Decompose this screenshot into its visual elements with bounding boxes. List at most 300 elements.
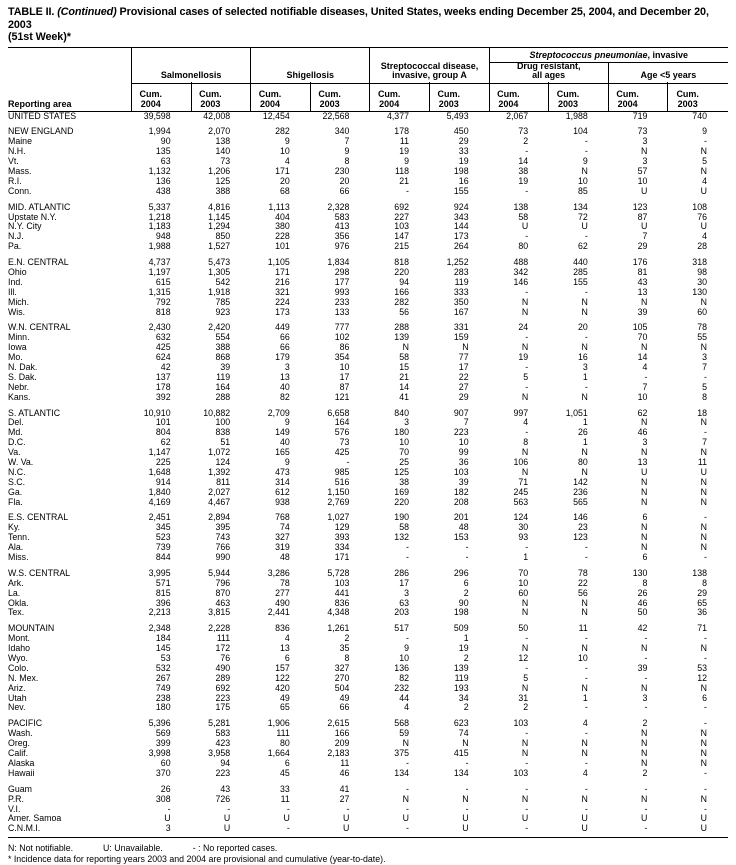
cum-label: Cum. bbox=[199, 88, 222, 99]
value-cell: 504 bbox=[334, 682, 350, 693]
table-row bbox=[8, 654, 728, 664]
value-cell: 523 bbox=[155, 532, 171, 543]
value-cell: 155 bbox=[573, 276, 588, 287]
value-cell: 123 bbox=[573, 532, 588, 543]
value-cell: U bbox=[700, 823, 707, 834]
value-cell: 615 bbox=[155, 276, 171, 287]
value-cell: N bbox=[581, 165, 588, 176]
value-cell: 106 bbox=[513, 457, 529, 467]
value-cell: U bbox=[283, 813, 290, 824]
table-row bbox=[8, 785, 728, 795]
value-cell: N bbox=[641, 748, 648, 759]
column-group-label: Streptococcal disease, bbox=[380, 60, 479, 71]
value-cell: 223 bbox=[215, 767, 231, 778]
value-cell: 11 bbox=[578, 623, 588, 634]
value-cell: 990 bbox=[215, 552, 231, 563]
reporting-area-cell: N.Y. City bbox=[8, 221, 42, 232]
value-cell: 1,527 bbox=[208, 241, 231, 252]
value-cell: 73 bbox=[220, 156, 231, 167]
cum-label: Cum. bbox=[318, 88, 341, 99]
table-row bbox=[8, 644, 728, 654]
column-group-1 bbox=[251, 62, 370, 84]
value-cell: N bbox=[581, 738, 588, 749]
table-row bbox=[8, 824, 728, 834]
value-cell: 277 bbox=[275, 587, 290, 598]
value-cell: 356 bbox=[334, 231, 350, 242]
value-cell: 10,882 bbox=[203, 407, 231, 418]
value-cell: 146 bbox=[513, 276, 529, 287]
column-header-cum-2004-4 bbox=[370, 82, 430, 111]
value-cell: 19 bbox=[458, 156, 469, 167]
header-spacer-reporting-area bbox=[8, 48, 132, 63]
reporting-area-cell: PACIFIC bbox=[8, 718, 43, 729]
value-cell: N bbox=[700, 728, 707, 739]
value-cell: 42 bbox=[637, 623, 648, 634]
table-row bbox=[8, 579, 728, 589]
value-cell: 282 bbox=[275, 126, 290, 137]
column-group-label: Salmonellosis bbox=[160, 70, 222, 80]
value-cell: 65 bbox=[697, 597, 707, 608]
value-cell: 1,147 bbox=[148, 447, 171, 458]
reporting-area-cell: S. ATLANTIC bbox=[8, 407, 61, 418]
reporting-area-cell: UNITED STATES bbox=[8, 110, 77, 121]
value-cell: 314 bbox=[275, 476, 290, 487]
value-cell: 318 bbox=[692, 257, 707, 268]
value-cell: 1,994 bbox=[148, 126, 171, 137]
value-cell: 3 bbox=[404, 587, 409, 598]
value-cell: 133 bbox=[334, 306, 350, 317]
year-label: 2004 bbox=[140, 98, 161, 109]
value-cell: U bbox=[223, 823, 231, 834]
reporting-area-cell: Idaho bbox=[8, 643, 31, 654]
value-cell: 1,206 bbox=[208, 165, 231, 176]
table-row bbox=[8, 589, 728, 599]
table-title-week: (51st Week)* bbox=[8, 31, 71, 43]
table-row bbox=[8, 177, 728, 187]
value-cell: 3 bbox=[284, 361, 290, 372]
value-cell: U bbox=[700, 185, 707, 196]
value-cell: 4 bbox=[582, 767, 588, 778]
value-cell: 177 bbox=[334, 276, 350, 287]
value-cell: 238 bbox=[155, 692, 171, 703]
value-cell: 870 bbox=[215, 587, 231, 598]
value-cell: 12 bbox=[518, 653, 529, 664]
value-cell: 20 bbox=[578, 322, 588, 333]
value-cell: - bbox=[525, 783, 529, 794]
year-label: 2004 bbox=[498, 98, 519, 109]
value-cell: 5,944 bbox=[208, 567, 231, 578]
value-cell: 1,261 bbox=[327, 623, 350, 634]
value-cell: 23 bbox=[578, 522, 588, 533]
value-cell: 11 bbox=[399, 136, 409, 147]
reporting-area-header: Reporting area bbox=[8, 82, 132, 111]
reporting-area-cell: NEW ENGLAND bbox=[8, 126, 74, 137]
value-cell: 568 bbox=[394, 718, 409, 729]
value-cell: 58 bbox=[399, 522, 409, 533]
reporting-area-cell: N. Mex. bbox=[8, 672, 39, 683]
value-cell: 6 bbox=[642, 552, 648, 563]
value-cell: - bbox=[584, 783, 588, 794]
cum-label: Cum. bbox=[676, 88, 699, 99]
value-cell: 836 bbox=[275, 623, 290, 634]
value-cell: - bbox=[584, 552, 588, 563]
value-cell: 78 bbox=[697, 322, 707, 333]
value-cell: 3,958 bbox=[208, 748, 231, 759]
value-cell: 440 bbox=[573, 257, 588, 268]
footnote-incidence-note: * Incidence data for reporting years 2003 and 2004 are provisional and cumulative (year-to-date). bbox=[8, 854, 386, 865]
value-cell: 388 bbox=[215, 185, 231, 196]
value-cell: 62 bbox=[578, 241, 588, 252]
value-cell: 415 bbox=[453, 748, 469, 759]
value-cell: 58 bbox=[399, 352, 409, 363]
value-cell: 66 bbox=[339, 702, 350, 713]
value-cell: 55 bbox=[697, 332, 707, 343]
value-cell: 10 bbox=[637, 391, 648, 402]
table-row bbox=[8, 213, 728, 223]
value-cell: 10 bbox=[637, 175, 648, 186]
value-cell: 20 bbox=[339, 175, 350, 186]
value-cell: 425 bbox=[155, 342, 171, 353]
year-label: 2004 bbox=[617, 98, 638, 109]
value-cell: 108 bbox=[692, 201, 707, 212]
value-cell: N bbox=[641, 643, 648, 654]
value-cell: 29 bbox=[697, 587, 707, 598]
value-cell: 216 bbox=[275, 276, 290, 287]
value-cell: 80 bbox=[578, 457, 588, 467]
value-cell: 173 bbox=[275, 306, 290, 317]
cum-label: Cum. bbox=[377, 88, 401, 99]
value-cell: 26 bbox=[578, 427, 588, 438]
value-cell: 58 bbox=[518, 211, 529, 222]
value-cell: U bbox=[641, 185, 648, 196]
value-cell: 31 bbox=[518, 692, 529, 703]
value-cell: 233 bbox=[334, 296, 350, 307]
table-row bbox=[8, 533, 728, 543]
value-cell: 6 bbox=[642, 512, 648, 523]
value-cell: 438 bbox=[155, 185, 171, 196]
table-row bbox=[8, 222, 728, 232]
value-cell: - bbox=[704, 653, 707, 664]
value-cell: 14 bbox=[518, 156, 529, 167]
value-cell: 488 bbox=[513, 257, 529, 268]
value-cell: N bbox=[581, 643, 588, 654]
value-cell: 517 bbox=[394, 623, 409, 634]
value-cell: 623 bbox=[453, 718, 469, 729]
value-cell: U bbox=[223, 813, 231, 824]
value-cell: 102 bbox=[334, 332, 350, 343]
value-cell: 5,493 bbox=[446, 110, 469, 121]
table-row bbox=[8, 393, 728, 403]
value-cell: 71 bbox=[697, 623, 707, 634]
value-cell: 571 bbox=[155, 577, 171, 588]
value-cell: 29 bbox=[637, 241, 648, 252]
value-cell: U bbox=[521, 221, 529, 232]
table-row bbox=[8, 343, 728, 353]
value-cell: 19 bbox=[399, 146, 409, 157]
value-cell: 50 bbox=[637, 607, 648, 618]
reporting-area-cell: W. Va. bbox=[8, 457, 34, 467]
reporting-area-cell: S.C. bbox=[8, 476, 26, 487]
table-row bbox=[8, 684, 728, 694]
value-cell: 17 bbox=[399, 577, 409, 588]
reporting-area-cell: La. bbox=[8, 587, 21, 598]
value-cell: N bbox=[700, 757, 707, 768]
value-cell: 2 bbox=[463, 702, 469, 713]
reporting-area-cell: Ala. bbox=[8, 542, 24, 553]
value-cell: 26 bbox=[637, 587, 648, 598]
value-cell: 766 bbox=[215, 542, 231, 553]
value-cell: 223 bbox=[215, 692, 231, 703]
value-cell: N bbox=[521, 738, 529, 749]
table-row bbox=[8, 383, 728, 393]
year-label: 2003 bbox=[200, 98, 221, 109]
value-cell: 16 bbox=[578, 352, 588, 363]
value-cell: 1,027 bbox=[327, 512, 350, 523]
value-cell: 46 bbox=[637, 597, 648, 608]
value-cell: N bbox=[700, 342, 707, 353]
value-cell: 82 bbox=[280, 391, 290, 402]
value-cell: 270 bbox=[334, 672, 350, 683]
cum-label: Cum. bbox=[616, 88, 639, 99]
value-cell: - bbox=[584, 803, 588, 814]
value-cell: N bbox=[521, 342, 529, 353]
value-cell: 40 bbox=[280, 381, 290, 392]
table-row bbox=[8, 232, 728, 242]
value-cell: 46 bbox=[339, 767, 350, 778]
value-cell: 9 bbox=[344, 146, 350, 157]
value-cell: - bbox=[465, 783, 469, 794]
value-cell: 103 bbox=[334, 577, 350, 588]
value-cell: 73 bbox=[637, 126, 648, 137]
value-cell: - bbox=[644, 783, 648, 794]
value-cell: 1,315 bbox=[148, 286, 171, 297]
value-cell: N bbox=[700, 476, 707, 487]
value-cell: 48 bbox=[280, 552, 290, 563]
value-cell: 2 bbox=[463, 587, 469, 598]
value-cell: 818 bbox=[394, 257, 409, 268]
value-cell: 70 bbox=[518, 567, 529, 578]
value-cell: 380 bbox=[275, 221, 290, 232]
value-cell: 5,473 bbox=[208, 257, 231, 268]
cum-label: Cum. bbox=[437, 88, 461, 99]
value-cell: N bbox=[581, 682, 588, 693]
value-cell: - bbox=[406, 823, 409, 834]
value-cell: 28 bbox=[697, 241, 707, 252]
cum-label: Cum. bbox=[258, 88, 282, 99]
table-row bbox=[8, 438, 728, 448]
value-cell: 4 bbox=[523, 417, 529, 428]
value-cell: - bbox=[525, 728, 529, 739]
column-header-cum-2003-5 bbox=[430, 82, 490, 111]
value-cell: 98 bbox=[697, 266, 707, 277]
reporting-area-cell: Okla. bbox=[8, 597, 29, 608]
value-cell: - bbox=[644, 803, 648, 814]
reporting-area-cell: Ohio bbox=[8, 266, 27, 277]
value-cell: 1,906 bbox=[267, 718, 290, 729]
value-cell: 46 bbox=[637, 427, 648, 438]
table-row bbox=[8, 553, 728, 563]
value-cell: 9 bbox=[404, 643, 409, 654]
reporting-area-cell: Md. bbox=[8, 427, 23, 438]
value-cell: 104 bbox=[573, 126, 588, 137]
value-cell: N bbox=[521, 391, 529, 402]
value-cell: 119 bbox=[454, 672, 469, 683]
value-cell: - bbox=[525, 427, 529, 438]
value-cell: 1,305 bbox=[208, 266, 231, 277]
value-cell: 201 bbox=[453, 512, 469, 523]
table-body bbox=[8, 112, 728, 839]
value-cell: 184 bbox=[155, 633, 171, 644]
value-cell: - bbox=[406, 552, 409, 563]
table-row bbox=[8, 127, 728, 137]
value-cell: N bbox=[581, 607, 588, 618]
value-cell: - bbox=[584, 662, 588, 673]
value-cell: 149 bbox=[275, 427, 290, 438]
value-cell: 8 bbox=[642, 577, 648, 588]
value-cell: 73 bbox=[518, 126, 529, 137]
footnote-n: N: Not notifiable. bbox=[8, 843, 74, 854]
value-cell: - bbox=[465, 542, 469, 553]
value-cell: 286 bbox=[394, 567, 409, 578]
value-cell: 3 bbox=[165, 823, 171, 834]
value-cell: 14 bbox=[399, 381, 409, 392]
value-cell: N bbox=[521, 793, 529, 804]
value-cell: 818 bbox=[155, 306, 171, 317]
value-cell: 399 bbox=[155, 738, 171, 749]
table-row bbox=[8, 599, 728, 609]
value-cell: 17 bbox=[458, 361, 469, 372]
reporting-area-cell: D.C. bbox=[8, 437, 26, 448]
value-cell: 396 bbox=[155, 597, 171, 608]
value-cell: 692 bbox=[215, 682, 231, 693]
value-cell: - bbox=[584, 757, 588, 768]
value-cell: - bbox=[584, 542, 588, 553]
value-cell: 343 bbox=[453, 211, 469, 222]
value-cell: - bbox=[525, 361, 529, 372]
value-cell: 182 bbox=[453, 486, 469, 497]
reporting-area-cell: MOUNTAIN bbox=[8, 623, 55, 634]
value-cell: U bbox=[521, 813, 529, 824]
value-cell: 2,615 bbox=[327, 718, 350, 729]
value-cell: 1,072 bbox=[208, 447, 231, 458]
value-cell: 3 bbox=[702, 352, 707, 363]
value-cell: 844 bbox=[155, 552, 171, 563]
value-cell: - bbox=[465, 803, 469, 814]
value-cell: - bbox=[525, 231, 529, 242]
value-cell: - bbox=[286, 803, 290, 814]
table-row bbox=[8, 428, 728, 438]
value-cell: 74 bbox=[458, 728, 469, 739]
value-cell: 264 bbox=[453, 241, 469, 252]
value-cell: 632 bbox=[155, 332, 171, 343]
reporting-area-cell: Hawaii bbox=[8, 767, 35, 778]
value-cell: 8 bbox=[702, 391, 707, 402]
reporting-area-cell: Pa. bbox=[8, 241, 22, 252]
value-cell: N bbox=[700, 532, 707, 543]
value-cell: 8 bbox=[523, 437, 529, 448]
value-cell: 124 bbox=[215, 457, 231, 467]
value-cell: N bbox=[581, 296, 588, 307]
value-cell: 2,769 bbox=[327, 496, 350, 507]
reporting-area-cell: Amer. Samoa bbox=[8, 813, 62, 824]
value-cell: 6 bbox=[702, 692, 707, 703]
value-cell: 60 bbox=[160, 757, 171, 768]
table-row bbox=[8, 353, 728, 363]
value-cell: 77 bbox=[458, 352, 469, 363]
value-cell: 1,113 bbox=[268, 201, 290, 212]
value-cell: 5,337 bbox=[148, 201, 171, 212]
value-cell: 815 bbox=[155, 587, 171, 598]
value-cell: 288 bbox=[394, 322, 409, 333]
value-cell: 327 bbox=[275, 532, 290, 543]
value-cell: 8 bbox=[344, 653, 350, 664]
reporting-area-cell: Ky. bbox=[8, 522, 21, 533]
value-cell: N bbox=[700, 146, 707, 157]
value-cell: N bbox=[700, 542, 707, 553]
value-cell: - bbox=[584, 728, 588, 739]
value-cell: 392 bbox=[155, 391, 171, 402]
value-cell: 413 bbox=[334, 221, 350, 232]
value-cell: - bbox=[704, 718, 707, 729]
column-header-cum-2003-3 bbox=[311, 82, 371, 111]
value-cell: 423 bbox=[215, 738, 231, 749]
table-row bbox=[8, 523, 728, 533]
value-cell: N bbox=[700, 296, 707, 307]
value-cell: 30 bbox=[518, 522, 529, 533]
value-cell: N bbox=[641, 486, 648, 497]
value-cell: - bbox=[406, 783, 409, 794]
value-cell: U bbox=[641, 813, 648, 824]
table-row bbox=[8, 323, 728, 333]
value-cell: 289 bbox=[215, 672, 231, 683]
value-cell: 1,197 bbox=[148, 266, 171, 277]
table-row bbox=[8, 769, 728, 779]
value-cell: 103 bbox=[513, 767, 529, 778]
value-cell: 209 bbox=[334, 738, 350, 749]
value-cell: 2,183 bbox=[327, 748, 350, 759]
value-cell: 370 bbox=[155, 767, 171, 778]
value-cell: 3,998 bbox=[148, 748, 171, 759]
value-cell: - bbox=[525, 757, 529, 768]
value-cell: 3 bbox=[642, 156, 648, 167]
value-cell: 9 bbox=[284, 136, 290, 147]
value-cell: 792 bbox=[155, 296, 171, 307]
footnote-u: U: Unavailable. bbox=[103, 843, 163, 854]
table-title bbox=[8, 6, 728, 44]
value-cell: 124 bbox=[513, 512, 529, 523]
table-row bbox=[8, 333, 728, 343]
value-cell: 4 bbox=[582, 718, 588, 729]
value-cell: 6,658 bbox=[327, 407, 350, 418]
value-cell: 319 bbox=[275, 542, 290, 553]
column-header-cum-2003-1 bbox=[192, 82, 252, 111]
value-cell: - bbox=[584, 286, 588, 297]
value-cell: - bbox=[644, 702, 648, 713]
value-cell: 68 bbox=[280, 185, 290, 196]
value-cell: 21 bbox=[399, 175, 409, 186]
table-row bbox=[8, 167, 728, 177]
value-cell: 2 bbox=[642, 718, 648, 729]
value-cell: 6 bbox=[284, 757, 290, 768]
value-cell: - bbox=[644, 633, 648, 644]
value-cell: - bbox=[525, 542, 529, 553]
value-cell: 48 bbox=[458, 522, 469, 533]
value-cell: - bbox=[525, 803, 529, 814]
value-cell: 87 bbox=[339, 381, 350, 392]
reporting-area-cell: N.C. bbox=[8, 466, 26, 477]
value-cell: N bbox=[581, 391, 588, 402]
value-cell: 796 bbox=[215, 577, 231, 588]
